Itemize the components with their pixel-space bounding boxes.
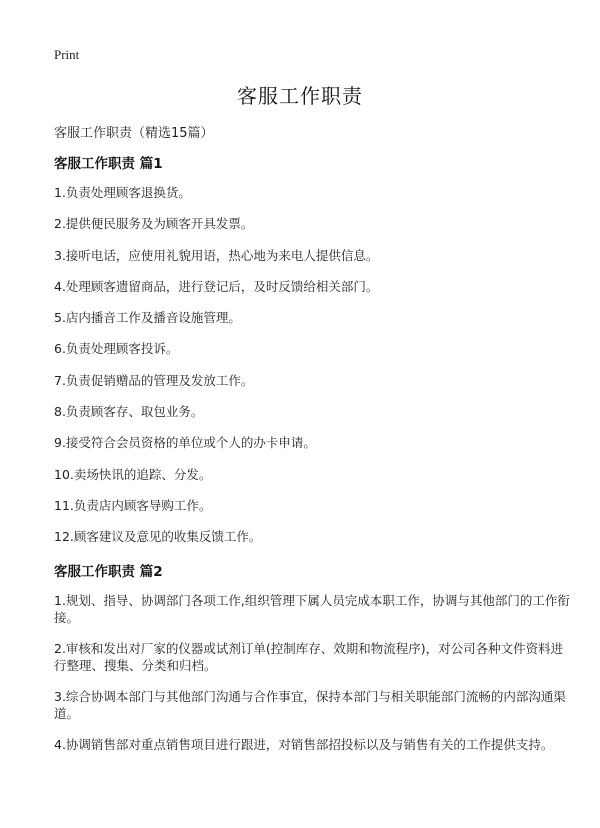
page-title: 客服工作职责 <box>237 84 363 108</box>
list-item: 7.负责促销赠品的管理及发放工作。 <box>54 372 254 388</box>
print-link[interactable]: Print <box>54 47 80 62</box>
list-item: 9.接受符合会员资格的单位或个人的办卡申请。 <box>54 435 316 451</box>
list-item: 6.负责处理顾客投诉。 <box>54 341 179 357</box>
list-item: 8.负责顾客存、取包业务。 <box>54 404 204 420</box>
list-item: 4.处理顾客遗留商品，进行登记后，及时反馈给相关部门。 <box>54 278 379 294</box>
list-item: 2.审核和发出对厂家的仪器或试剂订单(控制库存、效期和物流程序)，对公司各种文件资料进行整理、搜集、分类和归档。 <box>54 640 564 673</box>
list-item: 5.店内播音工作及播音设施管理。 <box>54 310 241 326</box>
list-item: 4.协调销售部对重点销售项目进行跟进，对销售部招投标以及与销售有关的工作提供支持。 <box>54 736 554 752</box>
section-heading: 客服工作职责 篇2 <box>54 563 163 580</box>
list-item: 3.综合协调本部门与其他部门沟通与合作事宜，保持本部门与相关职能部门流畅的内部沟通渠道。 <box>54 688 566 721</box>
list-item: 10.卖场快讯的追踪、分发。 <box>54 466 212 482</box>
page-subtitle: 客服工作职责（精选15篇） <box>54 126 214 141</box>
list-item: 1.负责处理顾客退换货。 <box>54 185 191 200</box>
section-1 <box>54 152 570 545</box>
section-heading: 客服工作职责 篇1 <box>54 156 163 172</box>
list-item: 1.规划、指导、协调部门各项工作,组织管理下属人员完成本职工作，协调与其他部门的工作衔接。 <box>54 592 570 625</box>
document-body <box>54 152 570 767</box>
list-item: 2.提供便民服务及为顾客开具发票。 <box>54 216 254 232</box>
list-item: 3.接听电话，应使用礼貌用语，热心地为来电人提供信息。 <box>54 247 379 263</box>
list-item: 11.负责店内顾客导购工作。 <box>54 497 212 513</box>
list-item: 12.顾客建议及意见的收集反馈工作。 <box>54 529 262 545</box>
section-2 <box>54 560 570 753</box>
